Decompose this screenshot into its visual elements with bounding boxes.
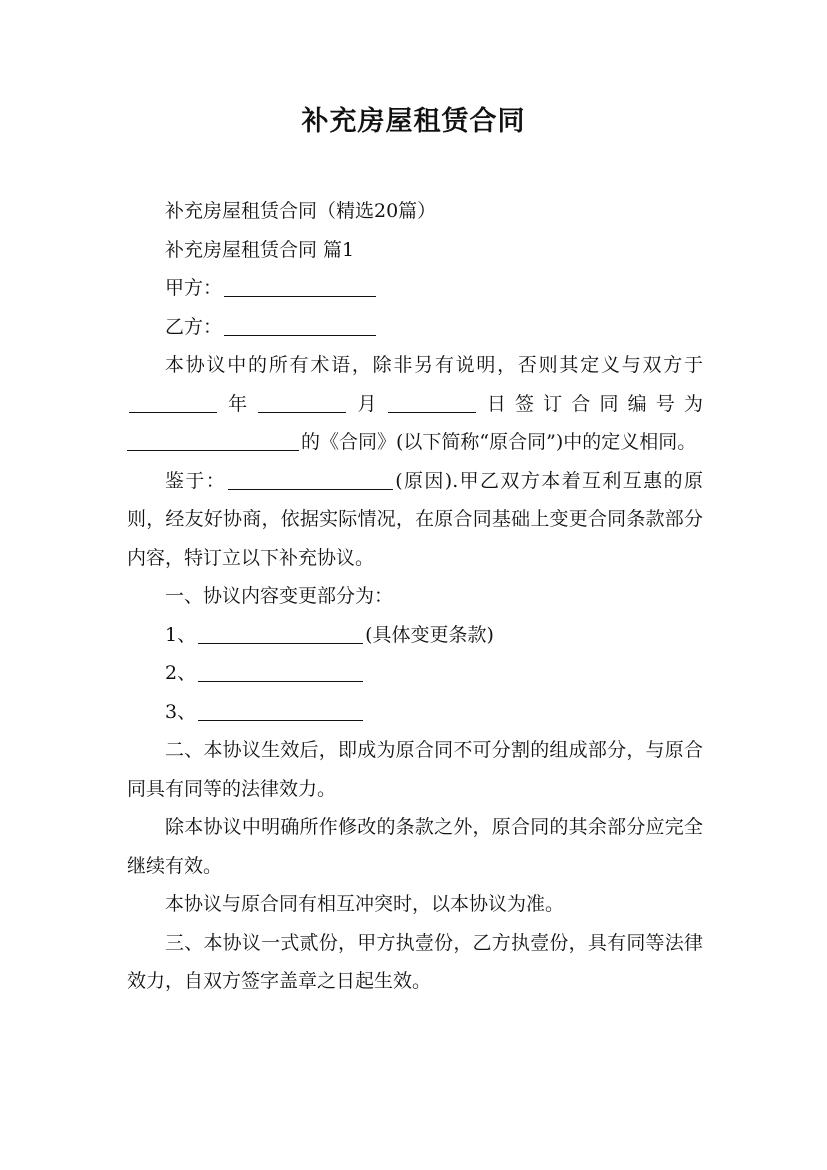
document-title: 补充房屋租赁合同	[301, 106, 526, 137]
paragraph-definitions	[127, 346, 703, 462]
party-a-blank	[224, 276, 376, 297]
paragraph-remaining-valid: 除本协议中明确所作修改的条款之外，原合同的其余部分应完全继续有效。	[127, 816, 703, 877]
para1-text-b: 的《合同》(以下简称“原合同”)中的定义相同。	[301, 431, 697, 453]
document-body	[127, 192, 703, 1001]
item-2	[127, 654, 703, 693]
subtitle: 补充房屋租赁合同（精选20篇）	[165, 200, 437, 222]
paragraph-precedence: 本协议与原合同有相互冲突时，以本协议为准。	[165, 893, 565, 915]
party-b-blank	[224, 315, 376, 336]
party-b-line	[127, 308, 703, 347]
item1-number: 1、	[165, 623, 197, 646]
item3-number: 3、	[165, 700, 197, 723]
contract-number-blank	[127, 430, 299, 451]
paragraph-effect: 二、本协议生效后，即成为原合同不可分割的组成部分，与原合同具有同等的法律效力。	[127, 739, 703, 800]
para1-month: 月	[348, 392, 386, 415]
year-blank	[129, 392, 217, 413]
para1-day: 日签订合同编号为	[477, 392, 703, 415]
item-heading: 一、协议内容变更部分为：	[165, 585, 394, 607]
reason-blank	[228, 469, 393, 490]
item1-note: (具体变更条款)	[365, 623, 494, 646]
party-a-line	[127, 269, 703, 308]
para1-year: 年	[219, 392, 257, 415]
paragraph-reason	[127, 462, 703, 578]
item2-number: 2、	[165, 662, 197, 684]
paragraph-copies: 三、本协议一式贰份，甲方执壹份，乙方执壹份，具有同等法律效力，自双方签字盖章之日起生效。	[127, 931, 703, 992]
section-heading: 补充房屋租赁合同 篇1	[165, 238, 355, 261]
para1-text-a: 本协议中的所有术语，除非另有说明，否则其定义与双方于	[165, 354, 703, 376]
party-a-label: 甲方：	[165, 277, 223, 299]
item-1	[127, 616, 703, 655]
para2-text-a: 鉴于：	[165, 469, 227, 492]
para2-text-b: (原因).甲乙双方本着互利互惠的原则，经友好协商，依据实际情况，在原合同基础上变更合同条款部分内容，特订立以下补充协议。	[127, 469, 703, 569]
month-blank	[258, 392, 346, 413]
item3-blank	[198, 700, 363, 721]
item2-blank	[198, 661, 363, 682]
day-blank	[388, 392, 476, 413]
party-b-label: 乙方：	[165, 315, 223, 338]
item-3	[127, 693, 703, 732]
item1-blank	[198, 623, 363, 644]
